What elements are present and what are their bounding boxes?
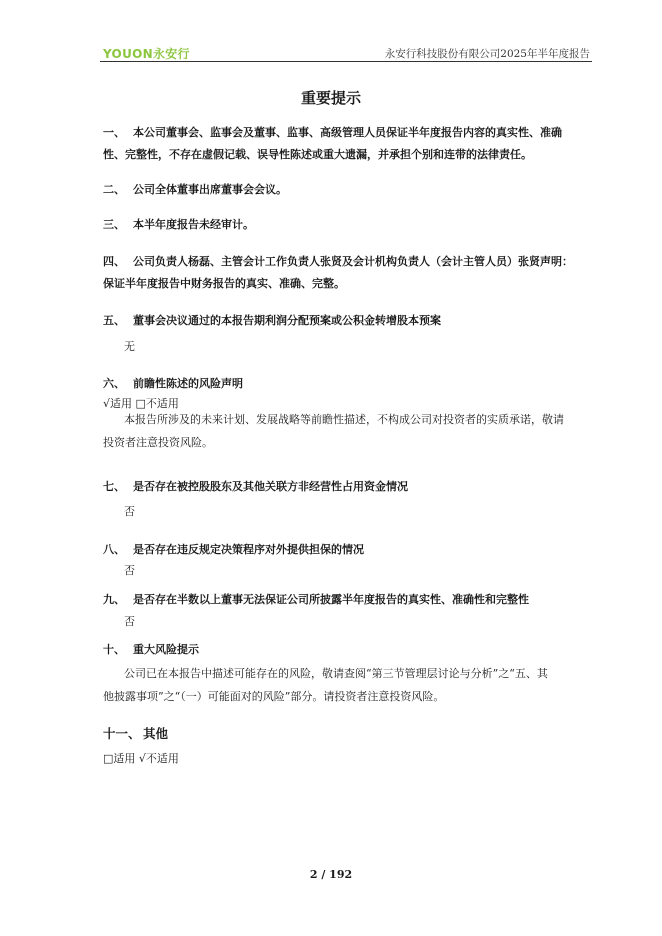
section-6-line1: 本报告所涉及的未来计划、发展战略等前瞻性描述，不构成公司对投资者的实质承诺，敬请 bbox=[124, 413, 564, 426]
section-heading: 前瞻性陈述的风险声明 bbox=[133, 377, 243, 390]
company-logo bbox=[103, 45, 190, 62]
section-number: 八、 bbox=[103, 543, 125, 556]
section-text: 公司负责人杨磊、主管会计工作负责人张贤及会计机构负责人（会计主管人员）张贤声明： bbox=[133, 255, 573, 268]
header-divider bbox=[100, 61, 592, 62]
section-number: 十、 bbox=[103, 643, 125, 656]
section-heading: 董事会决议通过的本报告期利润分配预案或公积金转增股本预案 bbox=[133, 314, 441, 327]
section-8-answer: 否 bbox=[124, 564, 135, 577]
section-text: 公司全体董事出席董事会会议。 bbox=[133, 183, 287, 196]
section-6-line2: 投资者注意投资风险。 bbox=[103, 436, 213, 449]
section-number: 一、 bbox=[103, 126, 125, 139]
section-number: 五、 bbox=[103, 314, 125, 327]
section-5-answer: 无 bbox=[124, 340, 135, 353]
section-number: 三、 bbox=[103, 218, 125, 231]
section-2 bbox=[103, 181, 287, 197]
section-1-line2: 性、完整性，不存在虚假记载、误导性陈述或重大遗漏，并承担个别和连带的法律责任。 bbox=[103, 148, 532, 161]
page-title: 重要提示 bbox=[300, 89, 361, 107]
section-5-heading bbox=[103, 312, 441, 328]
section-heading: 其他 bbox=[143, 726, 169, 741]
section-11-heading bbox=[103, 724, 168, 742]
page-number: 2 / 192 bbox=[309, 868, 353, 881]
section-heading: 是否存在被控股股东及其他关联方非经营性占用资金情况 bbox=[133, 480, 408, 493]
logo-text: YOUON bbox=[103, 47, 153, 61]
section-text: 本公司董事会、监事会及董事、监事、高级管理人员保证半年度报告内容的真实性、准确 bbox=[133, 126, 562, 139]
section-9-heading bbox=[103, 591, 529, 607]
section-text: 本半年度报告未经审计。 bbox=[133, 218, 254, 231]
section-9-answer: 否 bbox=[124, 615, 135, 628]
section-number: 二、 bbox=[103, 183, 125, 196]
section-4 bbox=[103, 253, 573, 269]
section-number: 九、 bbox=[103, 593, 125, 606]
section-10-line1: 公司已在本报告中描述可能存在的风险，敬请查阅“第三节管理层讨论与分析”之“五、其 bbox=[124, 667, 548, 680]
section-heading: 是否存在违反规定决策程序对外提供担保的情况 bbox=[133, 543, 364, 556]
section-10-line2: 他披露事项”之“（一）可能面对的风险”部分。请投资者注意投资风险。 bbox=[103, 690, 445, 703]
section-4-line2: 保证半年度报告中财务报告的真实、准确、完整。 bbox=[103, 277, 345, 290]
section-heading: 是否存在半数以上董事无法保证公司所披露半年度报告的真实性、准确性和完整性 bbox=[133, 593, 529, 606]
section-8-heading bbox=[103, 541, 364, 557]
section-3 bbox=[103, 216, 254, 232]
report-title: 永安行科技股份有限公司2025年半年度报告 bbox=[384, 48, 590, 60]
section-number: 七、 bbox=[103, 480, 125, 493]
section-heading: 重大风险提示 bbox=[133, 643, 199, 656]
section-1 bbox=[103, 124, 562, 140]
section-number: 四、 bbox=[103, 255, 125, 268]
logo-cn: 永安行 bbox=[152, 47, 190, 61]
not-applicable-checkbox: □适用 √不适用 bbox=[103, 752, 179, 765]
section-6-heading bbox=[103, 375, 243, 391]
section-number: 六、 bbox=[103, 377, 125, 390]
section-7-answer: 否 bbox=[124, 505, 135, 518]
section-10-heading bbox=[103, 641, 199, 657]
section-number: 十一、 bbox=[103, 726, 141, 741]
applicable-checkbox: √适用 □不适用 bbox=[103, 397, 179, 410]
section-7-heading bbox=[103, 478, 408, 494]
